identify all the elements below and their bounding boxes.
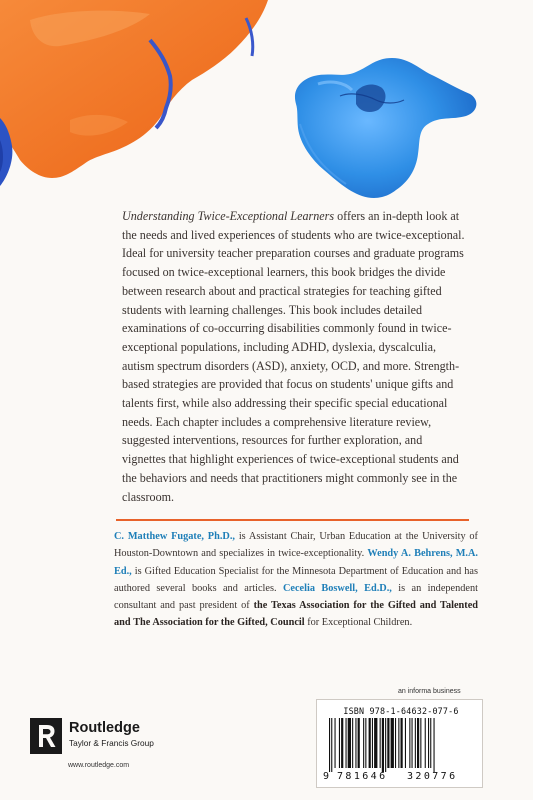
author-name-3: Cecelia Boswell, Ed.D.,: [282, 582, 392, 594]
blue-splash: [295, 58, 476, 198]
publisher-name: Routledge: [69, 720, 140, 736]
author-name-1: C. Matthew Fugate, Ph.D.,: [114, 531, 235, 542]
description-text: offers an in-depth look at the needs and lived experiences of students who are twice-exceptional. Ideal for university teacher preparation courses and graduate programs focused on twice-exceptional learners, this book bridges the divide between research about and practical strategies for teaching gifted students with learning challenges. This book includes detailed examinations of co-occurring disabilities commonly found in twice-exceptional populations, including ADHD, dyslexia, dyscalculia, autism spectrum disorders (ASD), anxiety, OCD, and more. Strength-based strategies are provided that focus on students' unique gifts and talents first, while also addressing their specific special educational needs. Each chapter includes a comprehensive literature review, suggested interventions, resources for further exploration, and vignettes that highlight experiences of twice-exceptional students and the behaviors and needs that practitioners might commonly see in the classroom.: [122, 209, 465, 504]
publisher-url[interactable]: www.routledge.com: [68, 762, 130, 769]
barcode-digit-first: 9: [323, 771, 330, 782]
barcode-digits-right: 320776: [407, 771, 458, 782]
author-bio-end: for Exceptional Children.: [307, 617, 413, 629]
author-bio-1: is Assistant Chair, Urban Education at the University of Houston-Downtown and specializes in twice-exceptionality.: [114, 531, 478, 560]
org-and: and: [114, 617, 131, 629]
book-title: Understanding Twice-Exceptional Learners: [122, 209, 335, 223]
barcode-icon: [327, 718, 475, 772]
author-bios: [114, 528, 478, 632]
org-name-2: The Association for the Gifted, Council: [133, 617, 305, 629]
author-bio-2: is Gifted Education Specialist for the Minnesota Department of Education and has authored several books and articles.: [114, 565, 478, 594]
informa-tagline: an informa business: [398, 688, 461, 695]
cover-art: [0, 0, 533, 230]
author-bio-3: is an independent consultant and past president of: [114, 582, 478, 612]
isbn-label: ISBN 978-1-64632-077-6: [343, 706, 459, 716]
routledge-logo-icon: [30, 718, 62, 754]
author-name-2: Wendy A. Behrens, M.A. Ed.,: [114, 548, 479, 577]
org-name-1: the Texas Association for the Gifted and Talented: [253, 600, 478, 612]
barcode-digits-left: 781646: [337, 771, 388, 782]
publisher-group: Taylor & Francis Group: [69, 738, 154, 748]
divider-rule: [116, 519, 469, 521]
barcode-box: [316, 699, 483, 788]
book-description: [122, 207, 467, 506]
